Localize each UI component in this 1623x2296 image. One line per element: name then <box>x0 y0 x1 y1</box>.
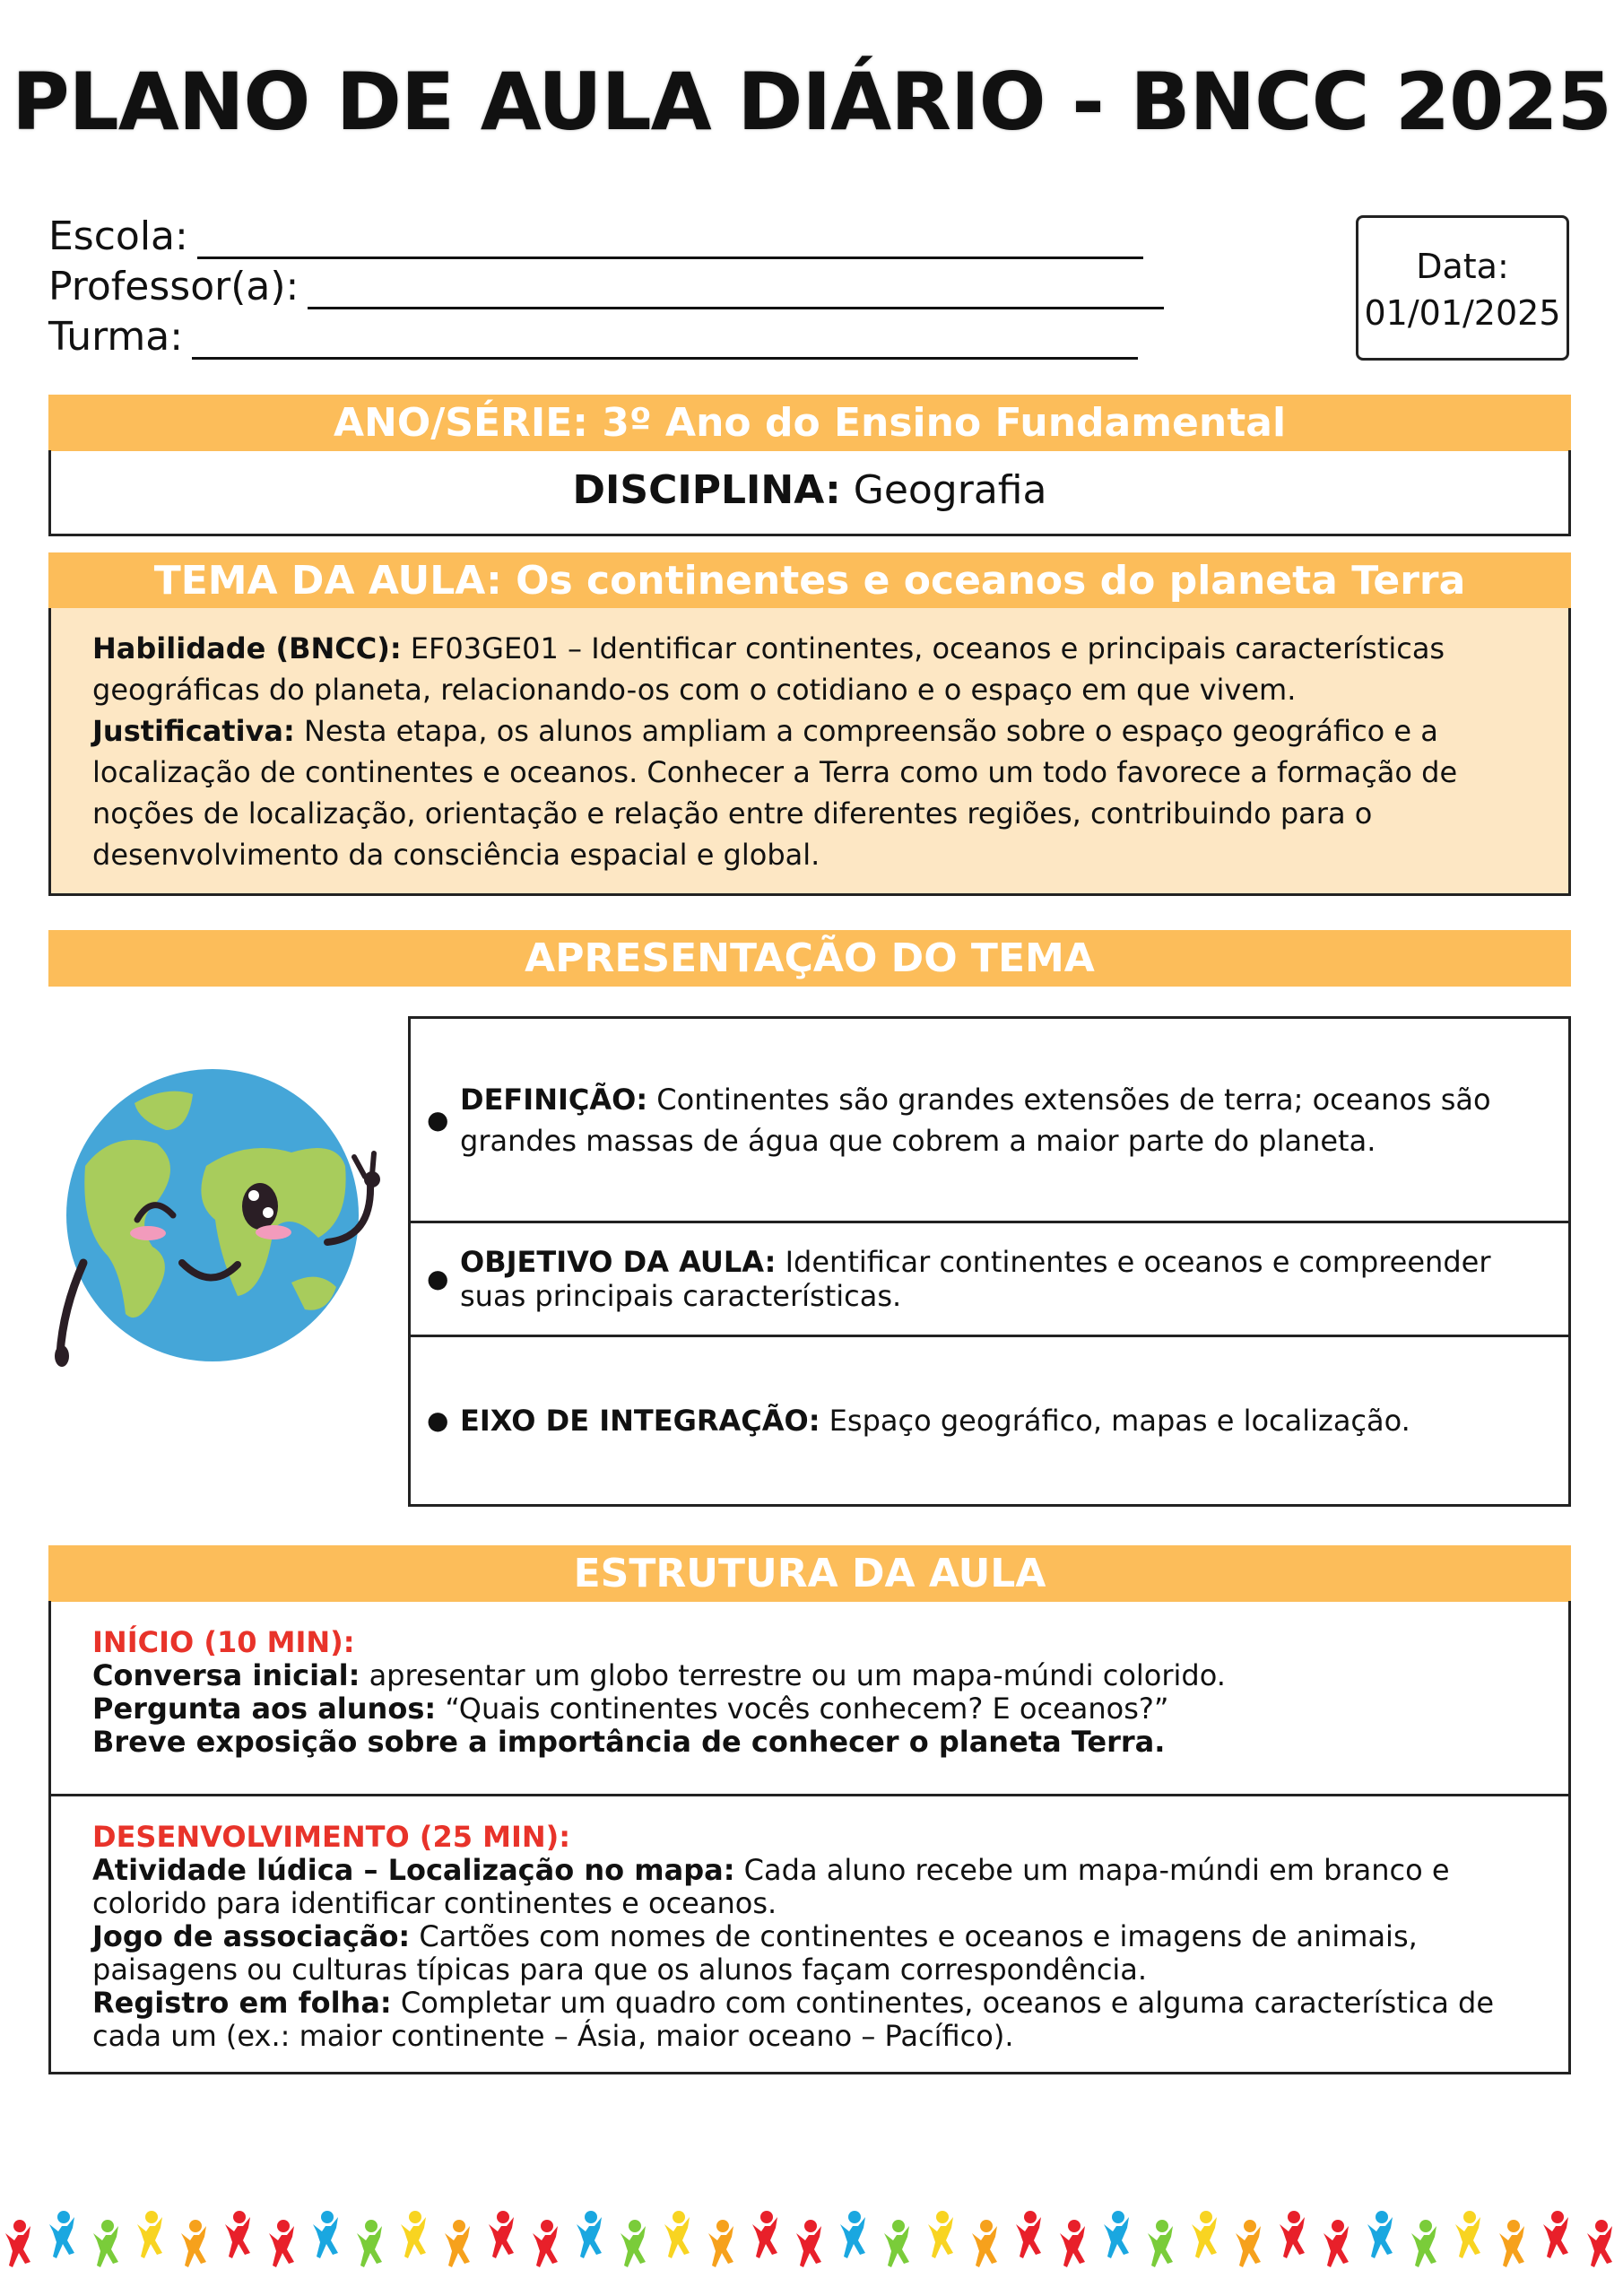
inicio-l1-label: Conversa inicial: <box>92 1658 360 1692</box>
person-figure-icon <box>533 2220 558 2267</box>
person-figure-icon <box>181 2220 206 2267</box>
inicio-l3-label: Breve exposição sobre a importância de conhecer o planeta Terra. <box>92 1725 1166 1759</box>
objetivo-row <box>411 1223 1568 1337</box>
person-figure-icon <box>489 2211 514 2258</box>
inicio-section <box>48 1601 1571 1796</box>
professor-line[interactable] <box>308 275 1164 309</box>
disciplina-box <box>48 450 1571 536</box>
page-title: PLANO DE AULA DIÁRIO - BNCC 2025 <box>12 56 1611 148</box>
dev-l2-label: Jogo de associação: <box>92 1919 411 1953</box>
bullet-icon: ● <box>427 1264 449 1293</box>
dev-l3-label: Registro em folha: <box>92 1986 392 2020</box>
desenvolvimento-heading: DESENVOLVIMENTO (25 MIN): <box>92 1820 571 1854</box>
person-figure-icon <box>708 2220 733 2267</box>
ano-serie-bar: ANO/SÉRIE: 3º Ano do Ensino Fundamental <box>48 395 1571 451</box>
objetivo-label: OBJETIVO DA AULA: <box>460 1245 777 1279</box>
escola-label: Escola: <box>48 213 188 259</box>
person-figure-icon <box>1587 2220 1612 2267</box>
escola-line[interactable] <box>197 225 1143 259</box>
person-figure-icon <box>796 2220 821 2267</box>
person-figure-icon <box>1236 2220 1261 2267</box>
estrutura-bar: ESTRUTURA DA AULA <box>48 1545 1571 1602</box>
turma-label: Turma: <box>48 314 184 360</box>
person-figure-icon <box>664 2211 690 2258</box>
justificativa-label: Justificativa: <box>92 714 295 748</box>
person-figure-icon <box>1367 2211 1393 2258</box>
people-border-decoration <box>0 2206 1623 2287</box>
person-figure-icon <box>884 2220 909 2267</box>
dev-l3-text: Completar um quadro com continentes, oceanos e alguma característica de cada um (ex.: maior continente – Ásia, maior oceano – Pacífico). <box>92 1986 1494 2053</box>
person-figure-icon <box>972 2220 997 2267</box>
person-figure-icon <box>1148 2220 1173 2267</box>
person-figure-icon <box>137 2211 162 2258</box>
person-figure-icon <box>621 2220 646 2267</box>
dev-l1-text: Cada aluno recebe um mapa-múndi em branco e colorido para identificar continentes e oceanos. <box>92 1853 1450 1920</box>
apresentacao-bar: APRESENTAÇÃO DO TEMA <box>48 930 1571 987</box>
person-figure-icon <box>445 2220 470 2267</box>
habilidade-label: Habilidade (BNCC): <box>92 631 402 665</box>
date-label: Data: <box>1416 247 1509 286</box>
person-figure-icon <box>269 2220 294 2267</box>
person-figure-icon <box>1192 2211 1217 2258</box>
escola-field[interactable] <box>48 213 1143 259</box>
definicao-text: Continentes são grandes extensões de terra; oceanos são grandes massas de água que cobrem a maior parte do planeta. <box>460 1082 1491 1158</box>
date-value: 01/01/2025 <box>1364 293 1561 333</box>
person-figure-icon <box>840 2211 865 2258</box>
habilidade-text: EF03GE01 – Identificar continentes, oceanos e principais características geográficas do planeta, relacionando-os com o cotidiano e o espaço em que vivem. <box>92 631 1445 707</box>
person-figure-icon <box>49 2211 74 2258</box>
person-figure-icon <box>1411 2220 1436 2267</box>
professor-field[interactable] <box>48 264 1164 309</box>
tema-body <box>48 608 1571 896</box>
person-figure-icon <box>1543 2211 1568 2258</box>
inicio-l1-text: apresentar um globo terrestre ou um mapa-múndi colorido. <box>369 1658 1226 1692</box>
date-box <box>1356 215 1569 361</box>
person-figure-icon <box>1455 2211 1480 2258</box>
earth-mascot-illustration <box>49 1067 390 1372</box>
professor-label: Professor(a): <box>48 264 299 309</box>
person-figure-icon <box>1499 2220 1524 2267</box>
disciplina-value: Geografia <box>853 467 1047 513</box>
inicio-heading: INÍCIO (10 MIN): <box>92 1625 355 1659</box>
person-figure-icon <box>225 2211 250 2258</box>
eixo-text: Espaço geográfico, mapas e localização. <box>829 1404 1410 1438</box>
inicio-l2-text: “Quais continentes vocês conhecem? E oceanos?” <box>445 1692 1169 1726</box>
justificativa <box>92 710 1527 875</box>
person-figure-icon <box>1060 2220 1085 2267</box>
habilidade <box>92 628 1527 710</box>
person-figure-icon <box>5 2220 30 2267</box>
person-figure-icon <box>752 2211 777 2258</box>
person-figure-icon <box>93 2220 118 2267</box>
bullet-icon: ● <box>427 1405 449 1435</box>
person-figure-icon <box>401 2211 426 2258</box>
person-figure-icon <box>1016 2211 1041 2258</box>
turma-line[interactable] <box>192 326 1138 360</box>
justificativa-text: Nesta etapa, os alunos ampliam a compreensão sobre o espaço geográfico e a localização de continentes e oceanos. Conhecer a Terra como um todo favorece a formação de noções de localização, orientação e relação entre diferentes regiões, contribuindo para o desenvolvimento da consciência espacial e global. <box>92 714 1458 872</box>
eixo-row <box>411 1337 1568 1504</box>
eixo-label: EIXO DE INTEGRAÇÃO: <box>460 1404 820 1438</box>
bullet-icon: ● <box>427 1104 449 1135</box>
desenvolvimento-section <box>48 1796 1571 2074</box>
definicao-row <box>411 1019 1568 1223</box>
person-figure-icon <box>357 2220 382 2267</box>
turma-field[interactable] <box>48 314 1138 360</box>
objetivo-text: Identificar continentes e oceanos e compreender suas principais características. <box>460 1245 1491 1313</box>
person-figure-icon <box>313 2211 338 2258</box>
person-figure-icon <box>928 2211 953 2258</box>
apresentacao-table <box>408 1016 1571 1507</box>
dev-l1-label: Atividade lúdica – Localização no mapa: <box>92 1853 735 1887</box>
person-figure-icon <box>1324 2220 1349 2267</box>
dev-l2-text: Cartões com nomes de continentes e oceanos e imagens de animais, paisagens ou culturas típicas para que os alunos façam correspondência. <box>92 1919 1418 1987</box>
definicao-label: DEFINIÇÃO: <box>460 1082 648 1117</box>
person-figure-icon <box>1280 2211 1305 2258</box>
inicio-l2-label: Pergunta aos alunos: <box>92 1692 437 1726</box>
person-figure-icon <box>1104 2211 1129 2258</box>
person-figure-icon <box>577 2211 602 2258</box>
tema-bar: TEMA DA AULA: Os continentes e oceanos do planeta Terra <box>48 552 1571 609</box>
disciplina-label: DISCIPLINA: <box>572 467 841 513</box>
